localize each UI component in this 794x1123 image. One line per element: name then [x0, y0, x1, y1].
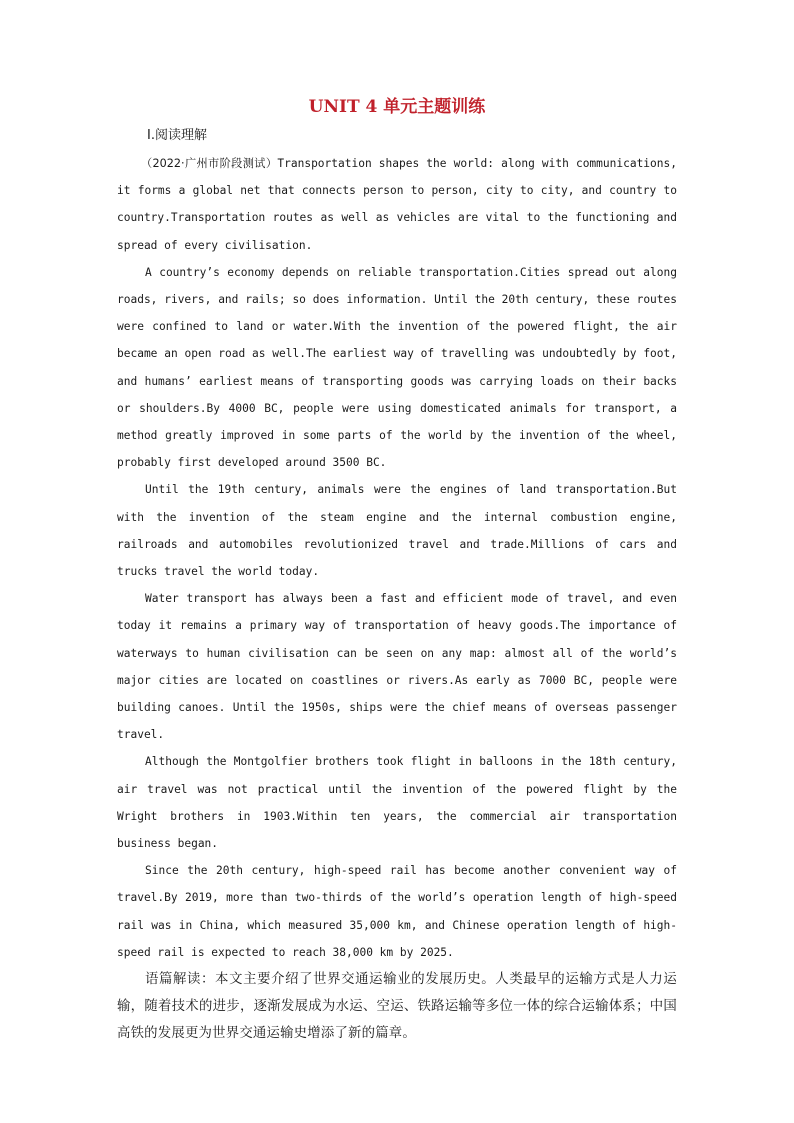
- paragraph-5: Although the Montgolfier brothers took flight in balloons in the 18th century, air travel was not practical until the invention of the powered flight by the Wright brothers in 1903.Within ten years, the commercial air transportation business began.: [117, 755, 677, 851]
- section-heading: Ⅰ.阅读理解: [147, 128, 207, 143]
- page-content: [117, 92, 677, 1047]
- paragraph-6: Since the 20th century, high-speed rail has become another convenient way of travel.By 2019, more than two-thirds of the world’s operation length of high-speed rail was in China, which measured 35,000 km, and Chinese operation length of high-speed rail is expected to reach 38,000 km by 2025.: [117, 864, 677, 959]
- page-title: UNIT 4 单元主题训练: [308, 97, 486, 117]
- passage-note: 语篇解读：本文主要介绍了世界交通运输业的发展历史。人类最早的运输方式是人力运输，随着技术的进步，逐渐发展成为水运、空运、铁路运输等多位一体的综合运输体系；中国高铁的发展更为世界交通运输史增添了新的篇章。: [117, 972, 677, 1042]
- paragraph-4: Water transport has always been a fast and efficient mode of travel, and even today it remains a primary way of transportation of heavy goods.The importance of waterways to human civilisation can be seen on any map: almost all of the world’s major cities are located on coastlines or rivers.As early as 7000 BC, people were building canoes. Until the 1950s, ships were the chief means of overseas passenger travel.: [117, 592, 677, 742]
- paragraph-2: A country’s economy depends on reliable transportation.Cities spread out along roads, rivers, and rails; so does information. Until the 20th century, these routes were confined to land or water.With the invention of the powered flight, the air became an open road as well.The earliest way of travelling was undoubtedly by foot, and humans’ earliest means of transporting goods was carrying loads on their backs or shoulders.By 4000 BC, people were using domesticated animals for transport, a method greatly improved in some parts of the world by the invention of the wheel, probably first developed around 3500 BC.: [117, 265, 677, 470]
- paragraph-3: Until the 19th century, animals were the engines of land transportation.But with the invention of the steam engine and the internal combustion engine, railroads and automobiles revolutionized travel and trade.Millions of cars and trucks travel the world today.: [117, 483, 677, 579]
- paragraph-1: [117, 150, 677, 259]
- paragraph-1-text: Transportation shapes the world: along with communications, it forms a global net that connects person to person, city to city, and country to country.Transportation routes as well as vehicles are vital to the functioning and spread of every civilisation.: [117, 157, 677, 252]
- source-tag: （2022·广州市阶段测试）: [141, 157, 278, 170]
